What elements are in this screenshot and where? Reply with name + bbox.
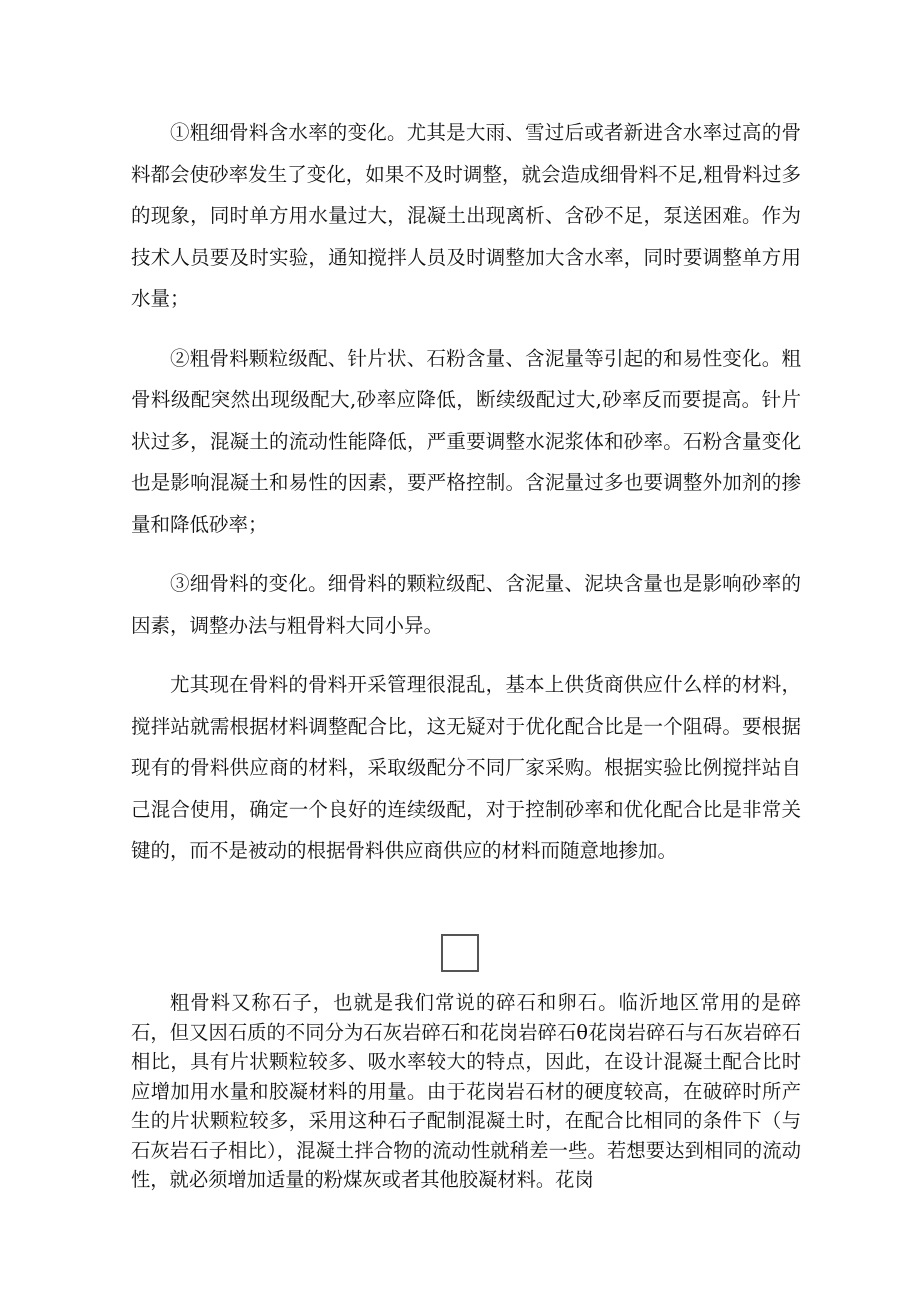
paragraph-moisture-content: ①粗细骨料含水率的变化。尤其是大雨、雪过后或者新进含水率过高的骨料都会使砂率发生了变化，如果不及时调整，就会造成细骨料不足,粗骨料过多的现象，同时单方用水量过大，混凝土出现离析、含砂不足，泵送困难。作为技术人员要及时实验，通知搅拌人员及时调整加大含水率，同时要调整单方用水量； (131, 121, 801, 310)
paragraph-supplier-management: 尤其现在骨料的骨料开采管理很混乱，基本上供货商供应什么样的材料，搅拌站就需根据材料调整配合比，这无疑对于优化配合比是一个阻碍。要根据现有的骨料供应商的材料，采取级配分不同厂家采购。根据实验比例搅拌站自己混合使用，确定一个良好的连续级配，对于控制砂率和优化配合比是非常关键的，而不是被动的根据骨料供应商供应的材料而随意地掺加。 (131, 673, 801, 862)
document-section-2 (131, 988, 801, 1195)
paragraph-coarse-aggregate-grading: ②粗骨料颗粒级配、针片状、石粉含量、含泥量等引起的和易性变化。粗骨料级配突然出现级配大,砂率应降低，断续级配过大,砂率反而要提高。针片状过多，混凝土的流动性能降低，严重要调整水泥浆体和砂率。石粉含量变化也是影响混凝土和易性的因素，要严格控制。含泥量过多也要调整外加剂的掺量和降低砂率； (131, 346, 801, 536)
empty-figure-box (441, 934, 479, 972)
paragraph-fine-aggregate: ③细骨料的变化。细骨料的颗粒级配、含泥量、泥块含量也是影响砂率的因素，调整办法与粗骨料大同小异。 (131, 572, 801, 637)
paragraph-coarse-aggregate-intro: 粗骨料又称石子，也就是我们常说的碎石和卵石。临沂地区常用的是碎石，但又因石质的不同分为石灰岩碎石和花岗岩碎石θ花岗岩碎石与石灰岩碎石相比，具有片状颗粒较多、吸水率较大的特点，因此，在设计混凝土配合比时应增加用水量和胶凝材料的用量。由于花岗岩石材的硬度较高，在破碎时所产生的片状颗粒较多，采用这种石子配制混凝土时，在配合比相同的条件下（与石灰岩石子相比），混凝土拌合物的流动性就稍差一些。若想要达到相同的流动性，就必须增加适量的粉煤灰或者其他胶凝材料。花岗 (131, 991, 801, 1191)
document-section-1 (131, 112, 801, 890)
